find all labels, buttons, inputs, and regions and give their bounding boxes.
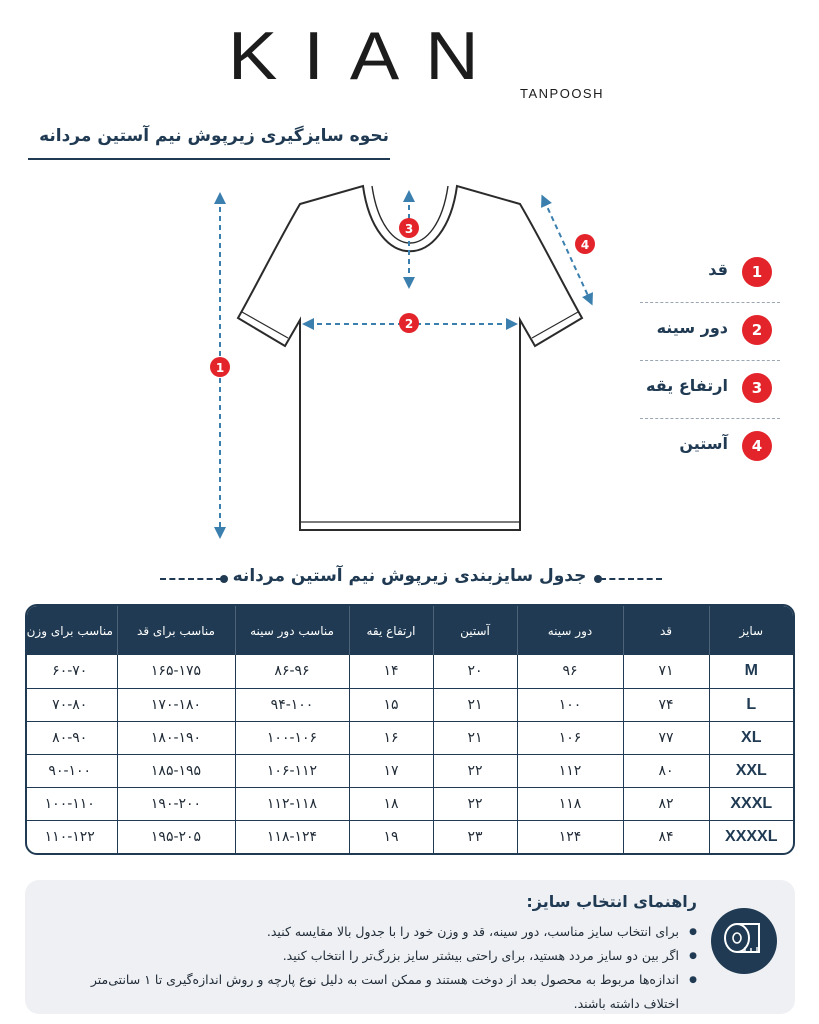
cell-size: XXXL (709, 787, 793, 820)
cell: ۸۴ (623, 820, 709, 853)
header-size: سایز (709, 606, 793, 655)
cell: ۲۲ (433, 787, 517, 820)
cell: ۱۰۰ (517, 688, 623, 721)
marker-1-label: 1 (215, 361, 225, 375)
legend-item-chest (640, 303, 780, 361)
header-fit-height: مناسب برای قد (117, 606, 235, 655)
guide-title: راهنمای انتخاب سایز: (526, 892, 697, 911)
table-heading: جدول سایزبندی زیرپوش نیم آستین مردانه (232, 566, 587, 586)
table-row (25, 721, 793, 754)
cell: ۱۰۰-۱۱۰ (25, 787, 117, 820)
brand-subtitle: TANPOOSH (520, 86, 604, 101)
header-chest: دور سینه (517, 606, 623, 655)
cell-size: XXL (709, 754, 793, 787)
legend-item-height (640, 245, 780, 303)
cell: ۱۱۲ (517, 754, 623, 787)
measure-heading: نحوه سایزگیری زیرپوش نیم آستین مردانه (39, 126, 389, 146)
table-row (25, 787, 793, 820)
cell: ۸۰ (623, 754, 709, 787)
cell: ۲۲ (433, 754, 517, 787)
cell: ۱۵ (349, 688, 433, 721)
header-sleeve: آستین (433, 606, 517, 655)
cell-size: XL (709, 721, 793, 754)
table-header-row (25, 606, 793, 655)
legend-number: 4 (742, 431, 772, 461)
cell: ۱۶ (349, 721, 433, 754)
size-table (25, 604, 795, 855)
guide-item: ● اندازه‌ها مربوط به محصول بعد از دوخت هستند و ممکن است به دلیل نوع پارچه و روش اندازه‌گیری تا ۱ سانتی‌متر اختلاف داشته باشند. (57, 968, 697, 1016)
legend-item-neck (640, 361, 780, 419)
cell: ۷۱ (623, 655, 709, 688)
size-guide-box (25, 880, 795, 1014)
legend-label: ارتفاع یقه (646, 376, 728, 395)
legend-number: 1 (742, 257, 772, 287)
cell: ۹۶ (517, 655, 623, 688)
shirt-diagram (180, 178, 630, 550)
header-fit-chest: مناسب دور سینه (235, 606, 349, 655)
cell: ۱۸ (349, 787, 433, 820)
cell: ۲۰ (433, 655, 517, 688)
brand-name: KIAN (228, 17, 505, 94)
measurement-legend (640, 245, 780, 477)
cell: ۱۸۰-۱۹۰ (117, 721, 235, 754)
guide-item: ● برای انتخاب سایز مناسب، دور سینه، قد و وزن خود را با جدول بالا مقایسه کنید. (57, 920, 697, 944)
cell: ۱۹۰-۲۰۰ (117, 787, 235, 820)
heading-underline (28, 158, 390, 160)
cell-size: M (709, 655, 793, 688)
guide-list (57, 920, 697, 1016)
cell: ۱۷۰-۱۸۰ (117, 688, 235, 721)
table-row (25, 820, 793, 853)
measuring-tape-icon (711, 908, 777, 974)
cell: ۲۳ (433, 820, 517, 853)
cell: ۲۱ (433, 721, 517, 754)
cell: ۱۹ (349, 820, 433, 853)
brand-logo (0, 10, 819, 105)
cell: ۱۱۲-۱۱۸ (235, 787, 349, 820)
cell: ۱۸۵-۱۹۵ (117, 754, 235, 787)
cell-size: L (709, 688, 793, 721)
cell-size: XXXXL (709, 820, 793, 853)
cell: ۱۰۶ (517, 721, 623, 754)
cell: ۹۰-۱۰۰ (25, 754, 117, 787)
legend-number: 2 (742, 315, 772, 345)
marker-3-label: 3 (404, 222, 414, 236)
header-fit-weight: مناسب برای وزن (25, 606, 117, 655)
cell: ۱۱۸-۱۲۴ (235, 820, 349, 853)
cell: ۹۴-۱۰۰ (235, 688, 349, 721)
header-neck: ارتفاع یقه (349, 606, 433, 655)
tshirt-illustration (180, 178, 630, 550)
cell: ۱۱۰-۱۲۲ (44, 828, 95, 845)
cell: ۸۶-۹۶ (235, 655, 349, 688)
cell: ۷۷ (623, 721, 709, 754)
cell: ۱۰۶-۱۱۲ (235, 754, 349, 787)
header-length: قد (623, 606, 709, 655)
cell: ۱۲۴ (517, 820, 623, 853)
cell: ۸۲ (623, 787, 709, 820)
legend-item-sleeve (640, 419, 780, 477)
table-row (25, 754, 793, 787)
cell: ۷۰-۸۰ (25, 688, 117, 721)
cell: ۱۶۵-۱۷۵ (117, 655, 235, 688)
table-row (25, 688, 793, 721)
legend-label: دور سینه (656, 318, 728, 337)
cell: ۱۹۵-۲۰۵ (117, 820, 235, 853)
cell: ۱۱۸ (517, 787, 623, 820)
cell: ۸۰-۹۰ (25, 721, 117, 754)
guide-item: ● اگر بین دو سایز مردد هستید، برای راحتی بیشتر سایز بزرگ‌تر را انتخاب کنید. (57, 944, 697, 968)
cell: ۱۴ (349, 655, 433, 688)
legend-label: آستین (679, 434, 728, 453)
cell: ۱۰۰-۱۰۶ (235, 721, 349, 754)
cell: ۲۱ (433, 688, 517, 721)
cell: ۷۴ (623, 688, 709, 721)
table-row (25, 655, 793, 688)
legend-number: 3 (742, 373, 772, 403)
legend-label: قد (708, 260, 728, 279)
marker-4-label: 4 (580, 238, 590, 252)
cell: ۱۷ (349, 754, 433, 787)
marker-2-label: 2 (404, 317, 414, 331)
heading-divider-right (600, 578, 662, 580)
cell: ۶۰-۷۰ (25, 655, 117, 688)
